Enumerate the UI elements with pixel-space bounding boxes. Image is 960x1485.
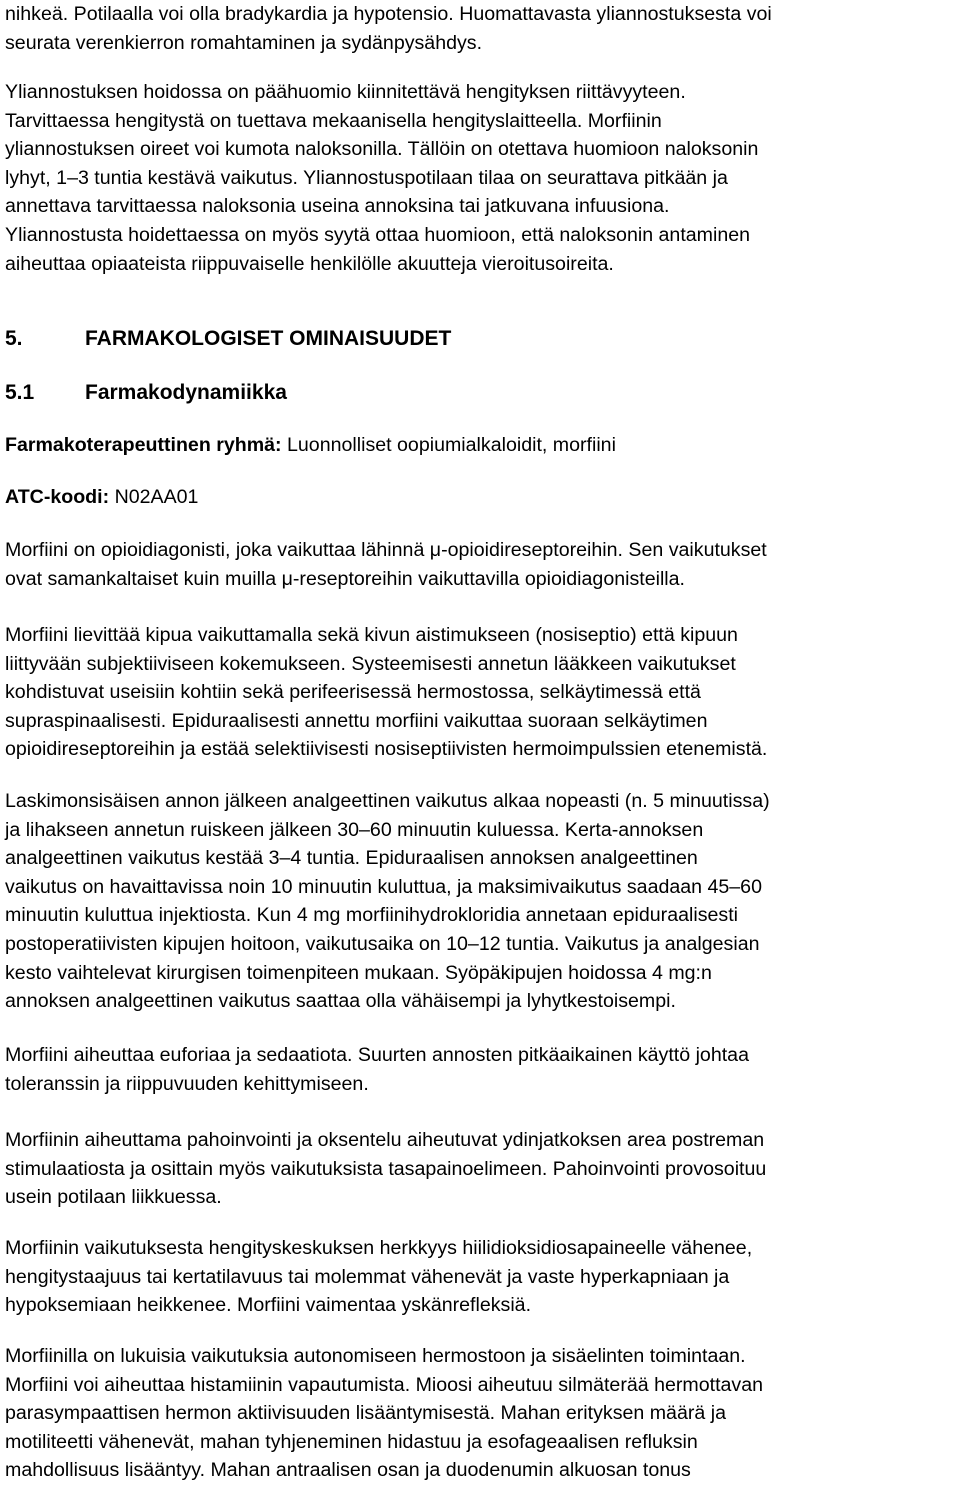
paragraph: [5, 1234, 752, 1320]
text-line: postoperatiivisten kipujen hoitoon, vaikutusaika on 10–12 tuntia. Vaikutus ja analgesian: [5, 932, 760, 955]
text-line: kohdistuvat useisiin kohtiin sekä perifeerisessä hermostossa, selkäytimessä että: [5, 681, 701, 704]
text-line: Morfiinilla on lukuisia vaikutuksia autonomiseen hermostoon ja sisäelinten toimintaan.: [5, 1345, 746, 1367]
text-line: nihkeä. Potilaalla voi olla bradykardia ja hypotensio. Huomattavasta yliannostuksesta voi: [5, 3, 772, 25]
text-line: minuutin kuluttua injektiosta. Kun 4 mg morfiinihydrokloridia annetaan epiduraalisesti: [5, 904, 738, 927]
text-line: yliannostuksen oireet voi kumota naloksonilla. Tällöin on otettava huomioon naloksonin: [5, 138, 759, 161]
section-number: 5.1: [5, 381, 35, 404]
text-line: toleranssin ja riippuvuuden kehittymiseen.: [5, 1072, 369, 1095]
field-value: N02AA01: [109, 486, 199, 508]
text-line: opioidireseptoreihin ja estää selektiivisesti nosiseptiivisten hermoimpulssien etenemistä.: [5, 738, 768, 761]
text-line: seurata verenkierron romahtaminen ja sydänpysähdys.: [5, 31, 483, 54]
text-line: ja lihakseen annetun ruiskeen jälkeen 30–60 minuutin kuluessa. Kerta-annoksen: [5, 818, 704, 841]
paragraph: [5, 787, 770, 1016]
text-line: hypoksemiaan heikkenee. Morfiini vaimentaa yskänrefleksiä.: [5, 1294, 532, 1317]
text-line: Tarvittaessa hengitystä on tuettava mekaanisella hengityslaitteella. Morfiinin: [5, 109, 662, 132]
text-line: Morfiini aiheuttaa euforiaa ja sedaatiota. Suurten annosten pitkäaikainen käyttö johtaa: [5, 1044, 749, 1066]
field-label: ATC-koodi:: [5, 486, 110, 508]
text-line: kesto vaihtelevat kirurgisen toimenpiteen mukaan. Syöpäkipujen hoidossa 4 mg:n: [5, 961, 712, 984]
section-title: FARMAKOLOGISET OMINAISUUDET: [85, 327, 452, 350]
labeled-field: [5, 431, 616, 460]
text-line: mahdollisuus lisääntyy. Mahan antraalisen osan ja duodenumin alkuosan tonus: [5, 1459, 691, 1482]
section-heading: [5, 325, 451, 353]
text-line: aiheuttaa opiaateista riippuvaiselle henkilölle akuutteja vieroitusoireita.: [5, 252, 614, 275]
text-line: supraspinaalisesti. Epiduraalisesti annettu morfiini vaikuttaa suoraan selkäytimen: [5, 709, 708, 732]
text-line: Morfiini lievittää kipua vaikuttamalla sekä kivun aistimukseen (nosiseptio) että kipuun: [5, 624, 738, 646]
text-line: Laskimonsisäisen annon jälkeen analgeettinen vaikutus alkaa nopeasti (n. 5 minuutissa): [5, 790, 770, 812]
paragraph: [5, 536, 767, 593]
subsection-heading: [5, 379, 287, 407]
text-line: analgeettinen vaikutus kestää 3–4 tuntia. Epiduraalisen annoksen analgeettinen: [5, 847, 698, 870]
labeled-field: [5, 483, 198, 512]
field-value: Luonnolliset oopiumialkaloidit, morfiini: [281, 434, 616, 456]
paragraph: [5, 1126, 766, 1212]
text-line: Morfiinin aiheuttama pahoinvointi ja oksentelu aiheutuvat ydinjatkoksen area postreman: [5, 1129, 765, 1151]
text-line: liittyvään subjektiiviseen kokemukseen. Systeemisesti annetun lääkkeen vaikutukset: [5, 652, 736, 675]
text-line: vaikutus on havaittavissa noin 10 minuutin kuluttua, ja maksimivaikutus saadaan 45–60: [5, 875, 762, 898]
text-line: Morfiini voi aiheuttaa histamiinin vapautumista. Mioosi aiheutuu silmäterää hermottavan: [5, 1373, 764, 1396]
text-line: usein potilaan liikkuessa.: [5, 1186, 222, 1209]
paragraph: [5, 78, 758, 278]
text-line: annoksen analgeettinen vaikutus saattaa olla vähäisempi ja lyhytkestoisempi.: [5, 990, 676, 1013]
paragraph: [5, 0, 772, 57]
text-line: annettava tarvittaessa naloksonia useina annoksina tai jatkuvana infuusiona.: [5, 195, 670, 218]
section-number: 5.: [5, 327, 23, 350]
text-line: stimulaatiosta ja osittain myös vaikutuksista tasapainoelimeen. Pahoinvointi provosoituu: [5, 1157, 767, 1180]
text-line: Morfiinin vaikutuksesta hengityskeskuksen herkkyys hiilidioksidiosapaineelle vähenee,: [5, 1237, 753, 1259]
text-line: Morfiini on opioidiagonisti, joka vaikuttaa lähinnä μ-opioidireseptoreihin. Sen vaikutukset: [5, 539, 767, 561]
field-label: Farmakoterapeuttinen ryhmä:: [5, 434, 282, 456]
text-line: parasympaattisen hermon aktiivisuuden lisääntymisestä. Mahan erityksen määrä ja: [5, 1402, 726, 1425]
paragraph: [5, 621, 767, 764]
text-line: hengitystaajuus tai kertatilavuus tai molemmat vähenevät ja vaste hyperkapniaan ja: [5, 1265, 730, 1288]
paragraph: [5, 1041, 749, 1098]
text-line: lyhyt, 1–3 tuntia kestävä vaikutus. Yliannostuspotilaan tilaa on seurattava pitkään ja: [5, 166, 728, 189]
text-line: motiliteetti vähenevät, mahan tyhjeneminen hidastuu ja esofageaalisen refluksin: [5, 1430, 698, 1453]
text-line: Yliannostusta hoidettaessa on myös syytä ottaa huomioon, että naloksonin antaminen: [5, 223, 751, 246]
section-title: Farmakodynamiikka: [85, 381, 287, 404]
paragraph: [5, 1342, 763, 1485]
text-line: ovat samankaltaiset kuin muilla μ-reseptoreihin vaikuttavilla opioidiagonisteilla.: [5, 567, 686, 590]
text-line: Yliannostuksen hoidossa on päähuomio kiinnitettävä hengityksen riittävyyteen.: [5, 81, 686, 103]
